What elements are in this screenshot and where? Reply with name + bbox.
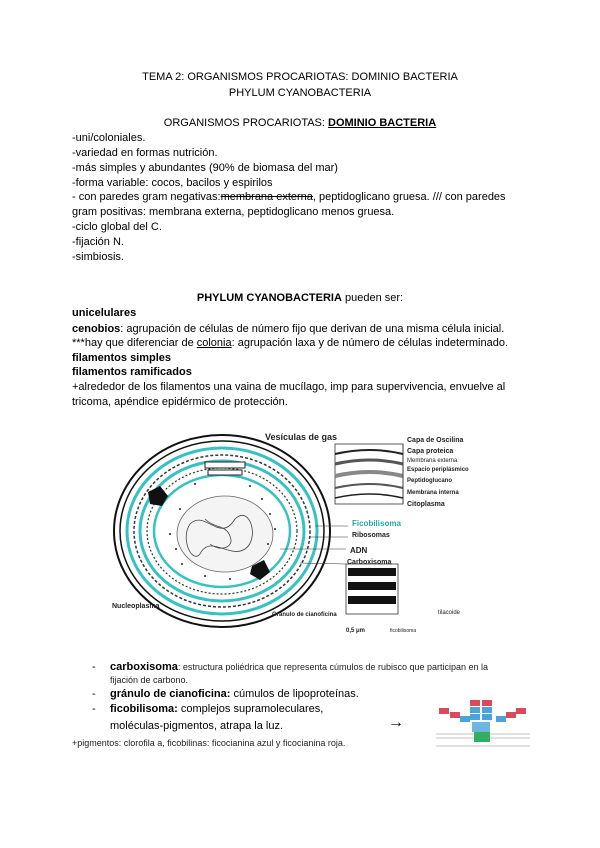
- cyanobacteria-cell-diagram: [110, 424, 460, 639]
- nucleoplasm-region: [177, 496, 273, 572]
- doc-title-line2: PHYLUM CYANOBACTERIA: [228, 87, 372, 99]
- granulo-rest: cúmulos de lipoproteínas.: [230, 688, 359, 700]
- label-vesiculas: Vesículas de gas: [265, 432, 338, 442]
- cenobios-rest: : agrupación de células de número fijo que derivan de una misma célula inicial.: [120, 323, 505, 335]
- ficobilisoma-line2: moléculas-pigmentos, atrapa la luz.: [110, 720, 284, 732]
- carboxisoma-line2: fijación de carbono.: [110, 675, 189, 685]
- label-ficobilisoma: Ficobilisoma: [352, 519, 401, 528]
- colonia-word: colonia: [196, 337, 232, 349]
- label-granulo: Gránulo de cianoficina: [272, 612, 337, 618]
- ficobilisoma-line1: [110, 703, 323, 715]
- mucilago-line2: tricoma, apéndice epidérmico de protección.: [72, 396, 288, 408]
- label-tilacoide: tilacoide: [438, 610, 461, 616]
- label-ficobilisoma-detail: ficobilisoma: [390, 628, 417, 634]
- section1-heading-prefix: ORGANISMOS PROCARIOTAS:: [163, 117, 329, 129]
- colonia-rest: : agrupación laxa y de número de células indeterminado.: [231, 337, 509, 349]
- cenobios-line: [72, 322, 504, 337]
- section1-heading: [0, 117, 600, 129]
- label-ribosomas: Ribosomas: [352, 532, 390, 539]
- gas-vesicle: [205, 462, 245, 468]
- gram-rest: , peptidoglicano gruesa. /// con paredes: [312, 191, 506, 203]
- gram-line2: gram positivas: membrana externa, peptidoglicano menos gruesa.: [72, 206, 395, 218]
- section2-heading-rest: pueden ser:: [341, 292, 404, 304]
- bullet-dash: -: [92, 661, 96, 673]
- ficobilisoma-rest: complejos supramoleculares,: [177, 703, 324, 715]
- filamentos-simples: filamentos simples: [72, 352, 172, 364]
- phycobilisome-illustration: [434, 698, 532, 754]
- label-espacio-periplasmico: Espacio periplásmico: [407, 467, 469, 473]
- granulo-line: [110, 688, 359, 700]
- label-membrana-externa: Membrana externa: [407, 458, 458, 464]
- section1-item: -forma variable: cocos, bacilos y espirilos: [72, 177, 273, 189]
- section1-item: -más simples y abundantes (90% de biomasa del mar): [72, 162, 338, 174]
- bullet-dash: -: [92, 703, 96, 715]
- section2-heading: [0, 292, 600, 304]
- cenobios-bold: cenobios: [72, 323, 121, 335]
- label-capa-proteica: Capa proteica: [407, 448, 454, 455]
- bullet-dash: -: [92, 688, 96, 700]
- label-citoplasma: Citoplasma: [407, 501, 445, 508]
- section1-heading-bold: DOMINIO BACTERIA: [328, 117, 437, 129]
- label-capa-oscilina: Capa de Oscilina: [407, 437, 464, 444]
- mucilago-line1: +alrededor de los filamentos una vaina de mucílago, imp para supervivencia, envuelve al: [72, 381, 506, 393]
- section1-item: -variedad en formas nutrición.: [72, 147, 218, 159]
- label-escala: 0,5 μm: [346, 628, 366, 634]
- pigmentos-line: +pigmentos: clorofila a, ficobilinas: ficocianina azul y ficocianina roja.: [72, 738, 346, 748]
- phycobilisome-rods: [439, 700, 526, 742]
- label-adn: ADN: [350, 546, 368, 555]
- gram-struck: membrana externa: [220, 191, 313, 203]
- section1-item: -ciclo global del C.: [72, 221, 162, 233]
- thylakoid-detail: [346, 564, 398, 614]
- section1-item: -fijación N.: [72, 236, 124, 248]
- arrow-right-icon: →: [388, 714, 404, 731]
- label-membrana-interna: Membrana interna: [407, 490, 459, 496]
- colonia-line: [72, 336, 508, 351]
- carboxisoma-rest: : estructura poliédrica que representa cúmulos de rubisco que participan en la: [177, 662, 489, 672]
- section1-item: -simbiosis.: [72, 251, 124, 263]
- label-nucleoplasma: Nucleoplasma: [112, 603, 160, 610]
- section2-heading-bold: PHYLUM CYANOBACTERIA: [196, 292, 342, 304]
- gram-prefix: - con paredes gram negativas:: [72, 191, 221, 203]
- section1-item: -uni/coloniales.: [72, 132, 146, 144]
- unicelulares: unicelulares: [72, 307, 137, 319]
- carboxisoma-line1: [110, 661, 488, 673]
- label-carboxisoma: Carboxisoma: [347, 559, 392, 566]
- carboxisoma-bold: carboxisoma: [110, 661, 178, 673]
- doc-title-line1: TEMA 2: ORGANISMOS PROCARIOTAS: DOMINIO BACTERIA: [142, 71, 458, 83]
- gas-vesicle: [208, 470, 242, 475]
- wall-detail: [335, 444, 403, 504]
- granulo-bold: gránulo de cianoficina:: [110, 688, 231, 700]
- filamentos-ramificados: filamentos ramificados: [72, 366, 192, 378]
- label-peptidoglucano: Peptidoglucano: [407, 478, 452, 484]
- ficobilisoma-bold: ficobilisoma:: [110, 703, 178, 715]
- colonia-prefix: ***hay que diferenciar de: [72, 337, 197, 349]
- gram-line1: [72, 190, 506, 205]
